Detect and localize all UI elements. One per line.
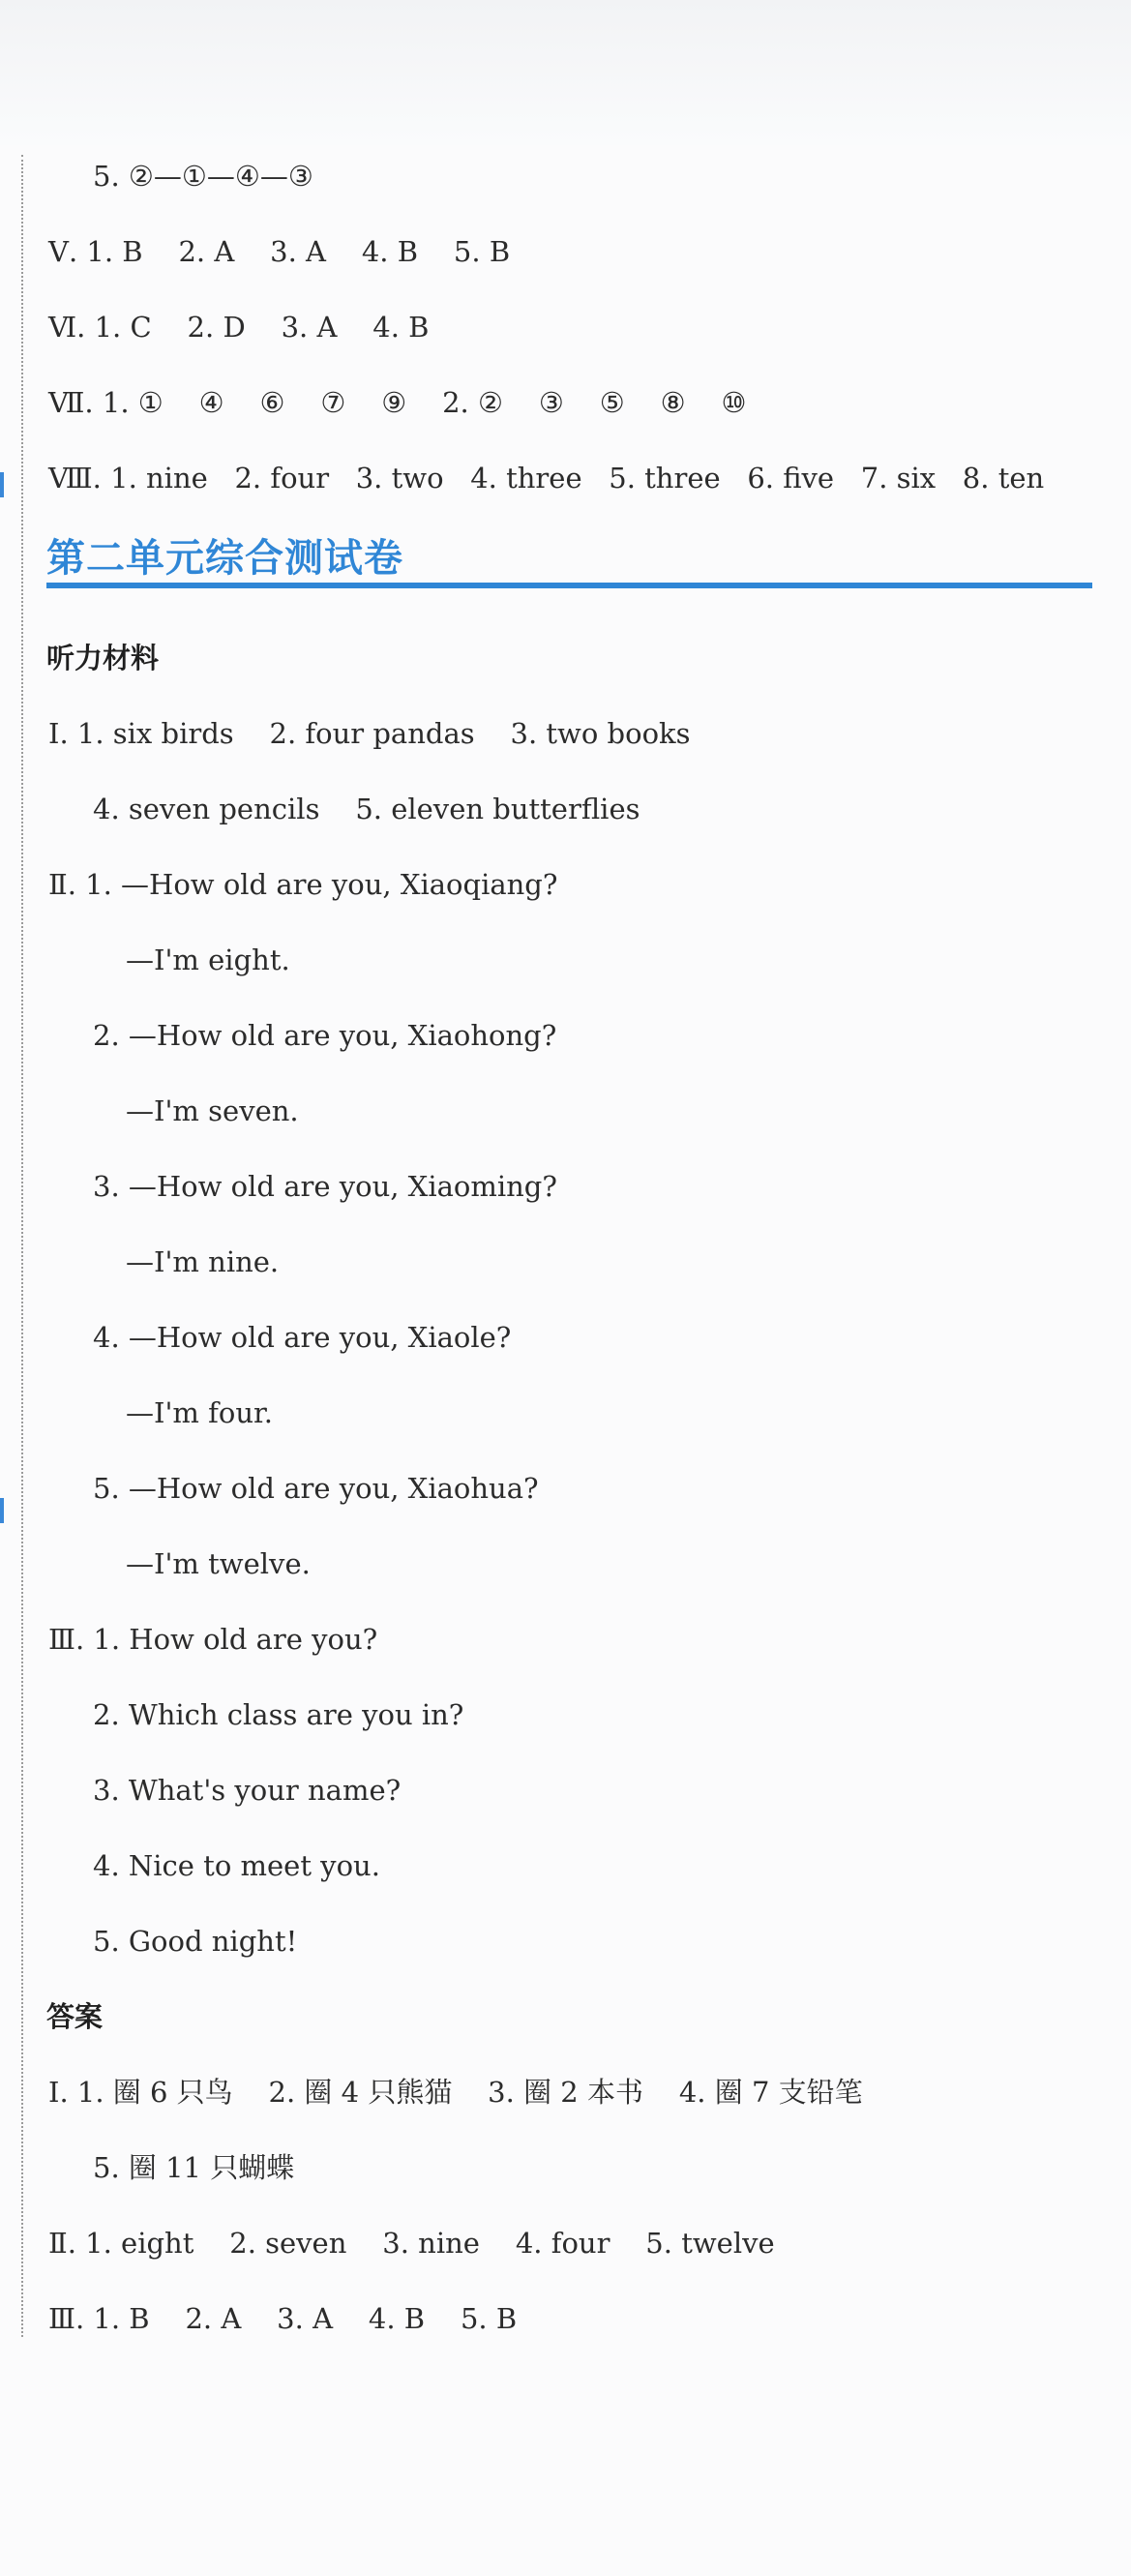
unit-title: 第二单元综合测试卷	[46, 536, 403, 581]
listening-line: 4. Nice to meet you.	[93, 1849, 380, 1882]
answers-heading: 答案	[46, 2000, 104, 2033]
listening-line: 5. Good night!	[93, 1925, 298, 1958]
answer-line: 5. 圈 11 只蝴蝶	[93, 2151, 295, 2184]
margin-dotted-rule	[21, 155, 23, 2337]
prev-answer-line: Ⅴ. 1. B 2. A 3. A 4. B 5. B	[48, 235, 511, 268]
edge-mark-bottom	[0, 1498, 4, 1523]
listening-line: 4. seven pencils 5. eleven butterflies	[93, 793, 640, 825]
listening-line: —I'm four.	[126, 1396, 273, 1429]
listening-line: 2. —How old are you, Xiaohong?	[93, 1019, 557, 1052]
scan-shadow	[0, 0, 1131, 145]
answer-line: Ⅱ. 1. eight 2. seven 3. nine 4. four 5. twelve	[48, 2227, 775, 2260]
answer-line: Ⅰ. 1. 圈 6 只鸟 2. 圈 4 只熊猫 3. 圈 2 本书 4. 圈 7 支铅笔	[48, 2076, 863, 2109]
prev-answer-line: Ⅵ. 1. C 2. D 3. A 4. B	[48, 311, 430, 344]
listening-line: —I'm seven.	[126, 1094, 299, 1127]
edge-mark-top	[0, 472, 4, 497]
prev-answer-line: Ⅶ. 1. ① ④ ⑥ ⑦ ⑨ 2. ② ③ ⑤ ⑧ ⑩	[48, 386, 747, 419]
listening-line: —I'm nine.	[126, 1245, 280, 1278]
listening-line: —I'm eight.	[126, 944, 290, 976]
listening-heading: 听力材料	[46, 642, 160, 674]
unit-title-underline	[46, 583, 1092, 588]
answer-line: Ⅲ. 1. B 2. A 3. A 4. B 5. B	[48, 2302, 518, 2335]
listening-line: 5. —How old are you, Xiaohua?	[93, 1472, 539, 1505]
listening-line: Ⅱ. 1. —How old are you, Xiaoqiang?	[48, 868, 558, 901]
listening-line: Ⅰ. 1. six birds 2. four pandas 3. two books	[48, 717, 691, 750]
listening-line: 3. —How old are you, Xiaoming?	[93, 1170, 557, 1203]
listening-line: 2. Which class are you in?	[93, 1698, 464, 1731]
prev-answer-line: 5. ②—①—④—③	[93, 160, 313, 193]
listening-line: —I'm twelve.	[126, 1547, 311, 1580]
listening-line: 3. What's your name?	[93, 1774, 402, 1807]
prev-answer-line: Ⅷ. 1. nine 2. four 3. two 4. three 5. three 6. five 7. six 8. ten	[48, 462, 1045, 494]
listening-line: Ⅲ. 1. How old are you?	[48, 1623, 378, 1656]
listening-line: 4. —How old are you, Xiaole?	[93, 1321, 512, 1354]
